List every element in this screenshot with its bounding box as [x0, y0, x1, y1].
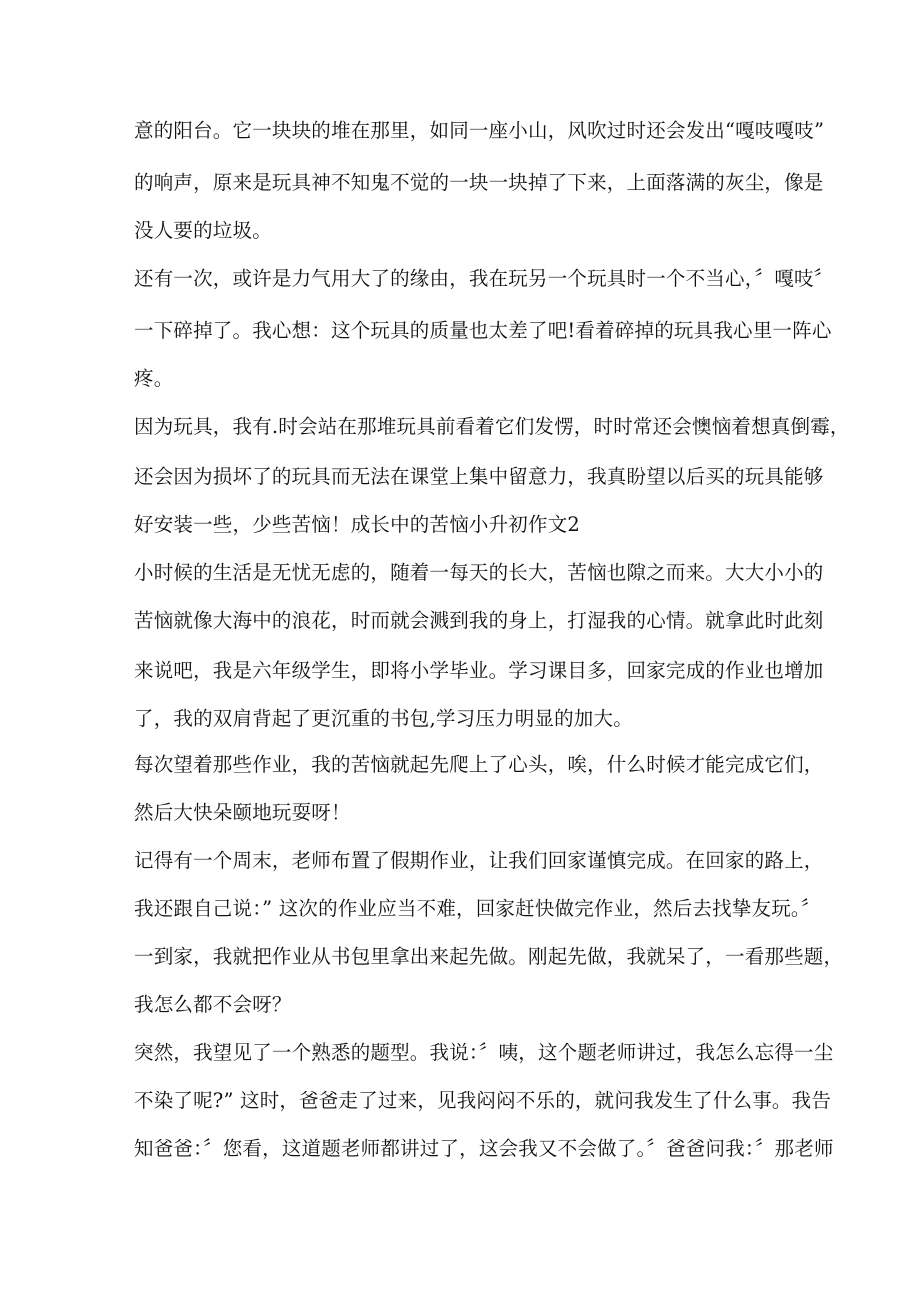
text-line: 疼。: [134, 367, 174, 390]
text-line: 因为玩具，我有.时会站在那堆玩具前看着它们发愣，时时常还会懊恼着想真倒霉，: [134, 415, 850, 438]
text-line: 记得有一个周末，老师布置了假期作业，让我们回家谨慎完成。在回家的路上，: [134, 849, 824, 872]
text-line: 不染了呢?” 这时，爸爸走了过来，见我闷闷不乐的，就问我发生了什么事。我告: [134, 1089, 832, 1112]
text-line: 苦恼就像大海中的浪花，时而就会溅到我的身上，打湿我的心情。就拿此时此刻: [134, 609, 824, 632]
text-line: 来说吧，我是六年级学生，即将小学毕业。学习课目多，回家完成的作业也增加: [134, 659, 824, 682]
text-line: 了，我的双肩背起了更沉重的书包,学习压力明显的加大。: [134, 707, 633, 730]
text-line: 一到家，我就把作业从书包里拿出来起先做。刚起先做，我就呆了，一看那些题，: [134, 945, 844, 968]
text-line: 我怎么都不会呀？: [134, 993, 292, 1016]
text-line: 没人要的垃圾。: [134, 219, 272, 242]
text-line: 每次望着那些作业，我的苦恼就起先爬上了心头，唉，什么时候才能完成它们，: [134, 753, 824, 776]
text-line: 我还跟自己说：” 这次的作业应当不难，回家赶快做完作业，然后去找挚友玩。〞: [134, 897, 821, 920]
text-line: 知爸爸：〞您看，这道题老师都讲过了，这会我又不会做了。〞爸爸问我：〞那老师: [134, 1137, 834, 1160]
text-line: 好安装一些，少些苦恼！成长中的苦恼小升初作文2: [134, 513, 581, 536]
text-line: 一下碎掉了。我心想：这个玩具的质量也太差了吧!看着碎掉的玩具我心里一阵心: [134, 319, 832, 342]
text-line: 突然，我望见了一个熟悉的题型。我说：〞咦，这个题老师讲过，我怎么忘得一尘: [134, 1041, 834, 1064]
text-line: 意的阳台。它一块块的堆在那里，如同一座小山，风吹过时还会发出“嘎吱嘎吱”: [134, 119, 825, 142]
text-line: 还有一次，或许是力气用大了的缘由，我在玩另一个玩具时一个不当心，〞嘎吱〞: [134, 267, 834, 290]
text-line: 然后大快朵颐地玩耍呀！: [134, 801, 351, 824]
text-line: 小时候的生活是无忧无虑的，随着一每天的长大，苦恼也隙之而来。大大小小的: [134, 561, 824, 584]
text-line: 的响声，原来是玩具神不知鬼不觉的一块一块掉了下来，上面落满的灰尘，像是: [134, 171, 824, 194]
text-line: 还会因为损坏了的玩具而无法在课堂上集中留意力，我真盼望以后买的玩具能够: [134, 465, 824, 488]
